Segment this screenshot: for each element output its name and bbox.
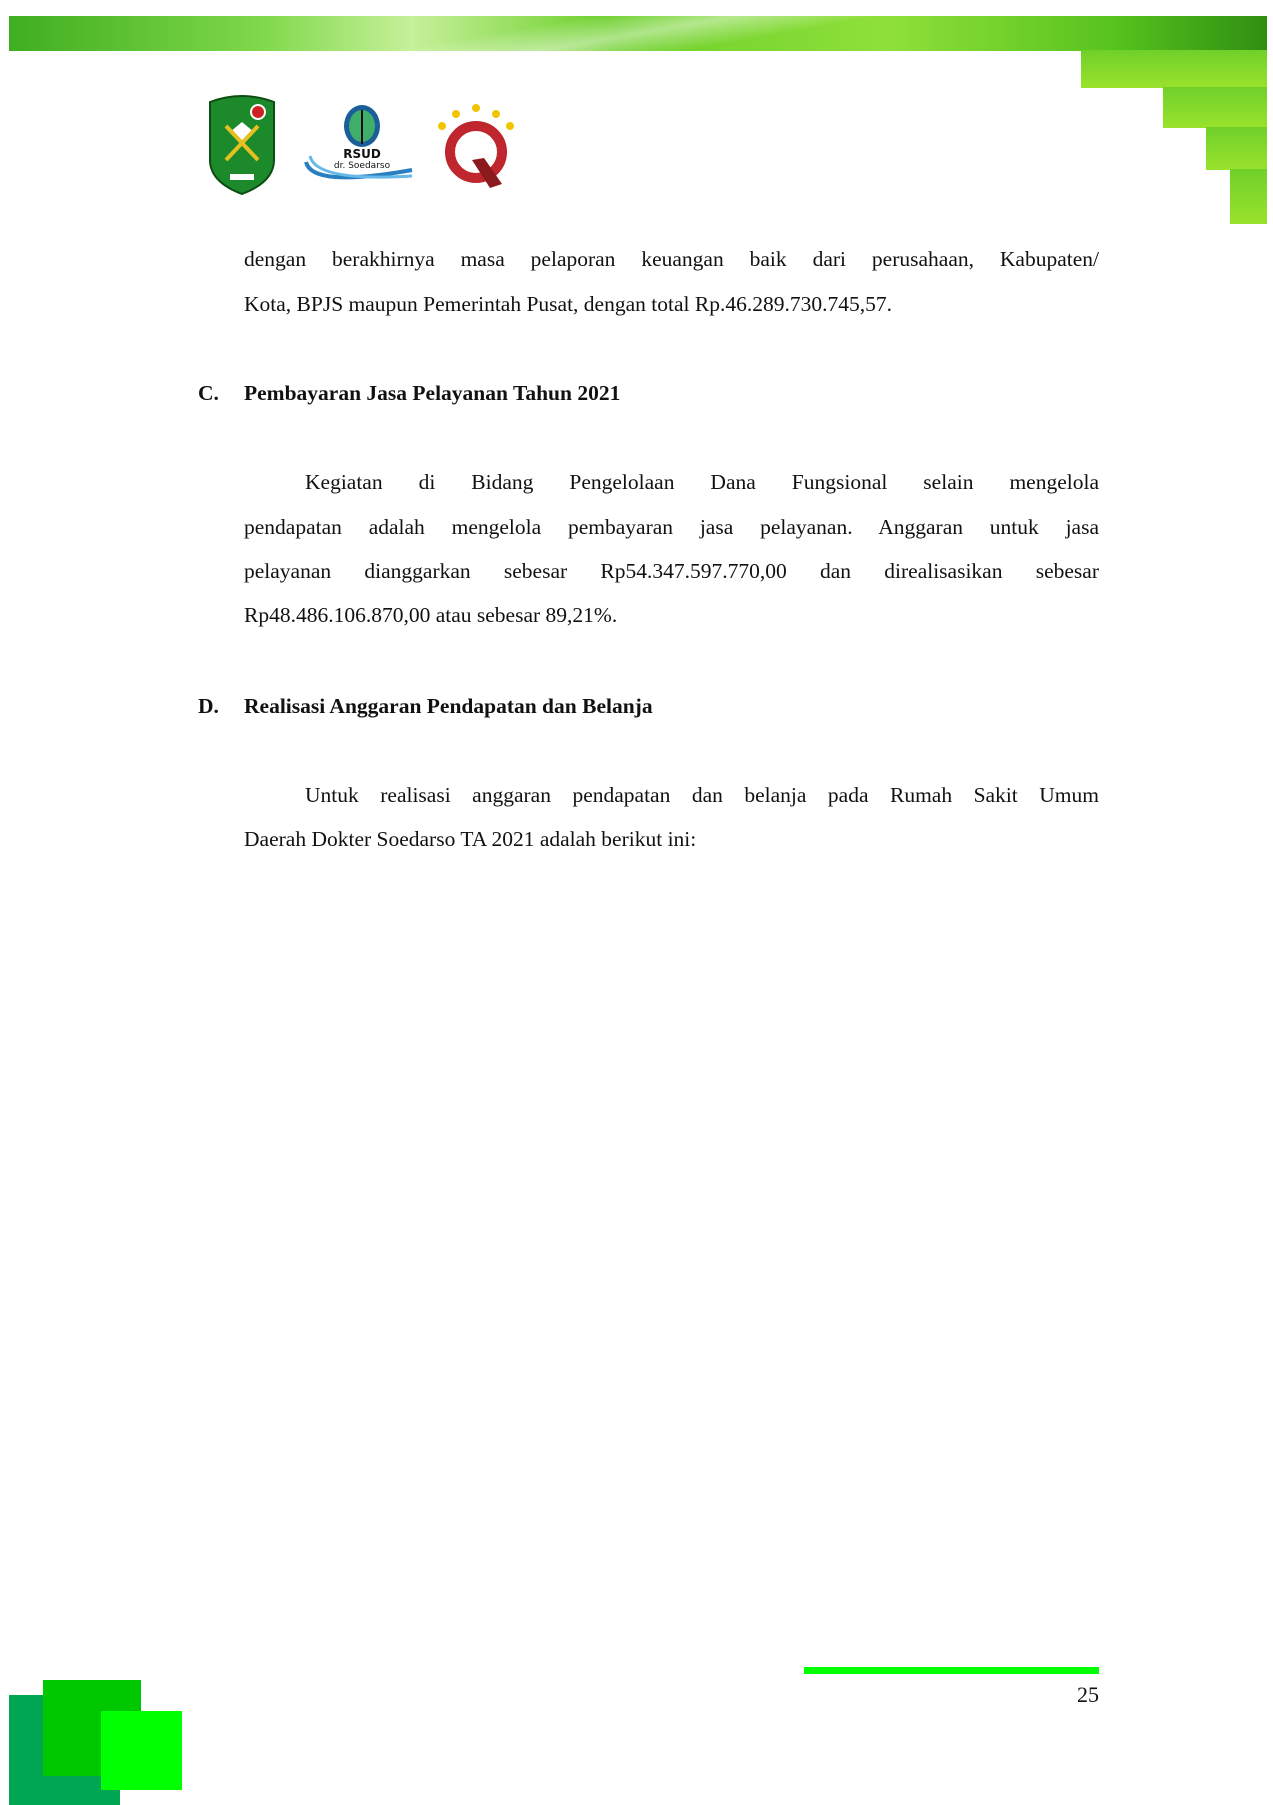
page-number: 25 [1077,1682,1099,1707]
section-d-title: Realisasi Anggaran Pendapatan dan Belanja [244,694,653,718]
svg-text:RSUD: RSUD [343,147,381,161]
footer-green-rule [804,1667,1099,1674]
section-d-line: Daerah Dokter Soedarso TA 2021 adalah berikut ini: [244,827,697,851]
section-c-letter: C. [198,381,219,405]
intro-line: dengan berakhirnya masa pelaporan keuangan baik dari perusahaan, Kabupaten/ [244,247,1099,271]
footer-block-bright [101,1711,182,1790]
header-step-decoration [1163,87,1267,128]
section-c-title: Pembayaran Jasa Pelayanan Tahun 2021 [244,381,621,405]
rsud-dr-soedarso-logo [302,104,416,190]
header-step-decoration [1081,50,1267,88]
section-c-line: pelayanan dianggarkan sebesar Rp54.347.597.770,00 dan direalisasikan sebesar [244,559,1099,583]
svg-text:dr. Soedarso: dr. Soedarso [333,161,391,171]
section-c-line: pendapatan adalah mengelola pembayaran jasa pelayanan. Anggaran untuk jasa [244,515,1099,539]
kalbar-province-emblem [204,94,280,196]
intro-line: Kota, BPJS maupun Pemerintah Pusat, dengan total Rp.46.289.730.745,57. [244,292,892,316]
section-d-line: Untuk realisasi anggaran pendapatan dan belanja pada Rumah Sakit Umum [305,783,1099,807]
section-c-line: Rp48.486.106.870,00 atau sebesar 89,21%. [244,603,618,627]
header-banner [9,16,1267,51]
section-d-letter: D. [198,694,219,718]
section-c-line: Kegiatan di Bidang Pengelolaan Dana Fungsional selain mengelola [305,470,1099,494]
quality-q-stars-logo [432,100,522,192]
header-step-decoration [1206,127,1267,170]
header-step-decoration [1230,169,1267,224]
